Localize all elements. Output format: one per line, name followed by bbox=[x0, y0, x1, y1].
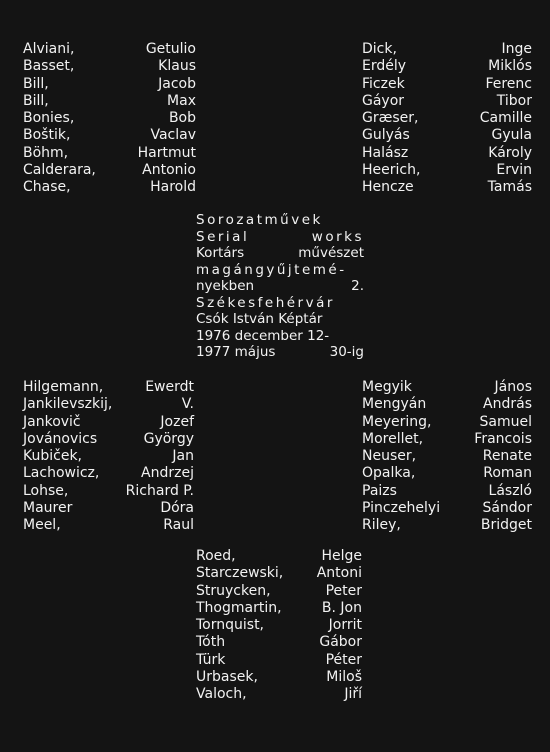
surname-or-text: Mengyán bbox=[362, 396, 427, 413]
artist-list-top-right bbox=[362, 41, 532, 197]
given-name-or-text: András bbox=[483, 396, 532, 413]
top-right-row bbox=[362, 145, 532, 162]
mid-left-row bbox=[23, 517, 194, 534]
given-name-or-text: V. bbox=[181, 396, 194, 413]
surname-or-text: Opalka, bbox=[362, 465, 416, 482]
given-name-or-text: Andrzej bbox=[141, 465, 194, 482]
top-right-row bbox=[362, 58, 532, 75]
given-name-or-text: Jozef bbox=[160, 413, 194, 430]
given-name-or-text: Sándor bbox=[482, 500, 532, 517]
exhibition-title-block bbox=[196, 212, 364, 361]
given-name-or-text: Renate bbox=[482, 448, 532, 465]
mid-left-row bbox=[23, 483, 194, 500]
given-name-or-text: Klaus bbox=[158, 58, 196, 75]
surname-or-text: Neuser, bbox=[362, 448, 417, 465]
center-text-row bbox=[196, 295, 364, 312]
given-name-or-text: Tibor bbox=[496, 92, 532, 109]
surname-or-text: Starczewski, bbox=[196, 565, 284, 582]
surname-or-text: Morellet, bbox=[362, 430, 424, 447]
surname-or-text: Lachowicz, bbox=[23, 465, 100, 482]
given-name-or-text: Inge bbox=[501, 41, 532, 57]
mid-left-row bbox=[23, 500, 194, 517]
given-name-or-text: Jiří bbox=[344, 686, 362, 703]
given-name-or-text: works bbox=[311, 228, 364, 245]
given-name-or-text: Károly bbox=[488, 144, 532, 161]
given-name-or-text: László bbox=[488, 482, 532, 499]
surname-or-text: Bonies, bbox=[23, 110, 75, 127]
surname-or-text: Boštik, bbox=[23, 127, 71, 144]
bottom-center-row bbox=[196, 652, 362, 669]
surname-or-text: Böhm, bbox=[23, 144, 69, 161]
mid-left-row bbox=[23, 448, 194, 465]
given-name-or-text: Gábor bbox=[319, 634, 362, 651]
given-name-or-text: Francois bbox=[474, 430, 532, 447]
given-name-or-text: Miloš bbox=[326, 669, 362, 686]
surname-or-text: Basset, bbox=[23, 58, 75, 75]
top-right-row bbox=[362, 76, 532, 93]
top-left-row bbox=[23, 127, 196, 144]
given-name-or-text: Miklós bbox=[488, 58, 532, 75]
surname-or-text: Græser, bbox=[362, 110, 419, 127]
given-name-or-text: Ferenc bbox=[485, 75, 532, 92]
surname-or-text: Maurer bbox=[23, 500, 73, 517]
top-right-row bbox=[362, 110, 532, 127]
given-name-or-text: Roman bbox=[483, 465, 532, 482]
mid-right-row bbox=[362, 431, 532, 448]
given-name-or-text: György bbox=[143, 430, 194, 447]
given-name-or-text: Ewerdt bbox=[145, 379, 194, 395]
surname-or-text: Meyering, bbox=[362, 413, 432, 430]
top-left-row bbox=[23, 41, 196, 58]
top-right-row bbox=[362, 179, 532, 196]
surname-or-text: Meel, bbox=[23, 517, 61, 534]
given-name-or-text: Dóra bbox=[160, 500, 194, 517]
surname-or-text: Serial bbox=[196, 228, 250, 245]
surname-or-text: 1977 május bbox=[196, 344, 276, 360]
bottom-center-row bbox=[196, 583, 362, 600]
given-name-or-text: Peter bbox=[325, 582, 362, 599]
center-text-row bbox=[196, 262, 364, 279]
given-name-or-text: 2. bbox=[351, 278, 364, 294]
given-name-or-text: Max bbox=[167, 92, 196, 109]
surname-or-text: Türk bbox=[196, 651, 226, 668]
surname-or-text: Ficzek bbox=[362, 75, 405, 92]
bottom-center-row bbox=[196, 669, 362, 686]
bottom-center-row bbox=[196, 600, 362, 617]
surname-or-text: Paizs bbox=[362, 482, 397, 499]
surname-or-text: Gáyor bbox=[362, 92, 405, 109]
surname-or-text: Kortárs bbox=[196, 245, 245, 261]
given-name-or-text: Hartmut bbox=[137, 144, 196, 161]
top-right-row bbox=[362, 93, 532, 110]
surname-or-text: Csók István Képtár bbox=[196, 311, 323, 327]
given-name-or-text: B. Jon bbox=[321, 599, 362, 616]
given-name-or-text: művészet bbox=[298, 245, 364, 261]
given-name-or-text: Raul bbox=[163, 517, 194, 534]
top-left-row bbox=[23, 58, 196, 75]
surname-or-text: Hencze bbox=[362, 179, 414, 196]
given-name-or-text: Richard P. bbox=[125, 482, 194, 499]
surname-or-text: nyekben bbox=[196, 278, 255, 294]
mid-left-row bbox=[23, 396, 194, 413]
center-text-row bbox=[196, 229, 364, 246]
surname-or-text: Bill, bbox=[23, 92, 49, 109]
artist-list-middle-right bbox=[362, 379, 532, 535]
bottom-center-row bbox=[196, 548, 362, 565]
mid-right-row bbox=[362, 500, 532, 517]
bottom-center-row bbox=[196, 565, 362, 582]
surname-or-text: Pinczehelyi bbox=[362, 500, 441, 517]
surname-or-text: magángyűjtemé- bbox=[196, 261, 347, 278]
mid-left-row bbox=[23, 431, 194, 448]
mid-right-row bbox=[362, 396, 532, 413]
surname-or-text: Alviani, bbox=[23, 41, 75, 57]
surname-or-text: Jovánovics bbox=[23, 430, 98, 447]
surname-or-text: Chase, bbox=[23, 179, 71, 196]
center-text-row bbox=[196, 344, 364, 361]
given-name-or-text: Bob bbox=[168, 110, 196, 127]
center-text-row bbox=[196, 328, 364, 345]
mid-right-row bbox=[362, 448, 532, 465]
artist-list-top-left bbox=[23, 41, 196, 197]
mid-right-row bbox=[362, 465, 532, 482]
surname-or-text: Tornquist, bbox=[196, 617, 265, 634]
surname-or-text: Urbasek, bbox=[196, 669, 258, 686]
surname-or-text: Dick, bbox=[362, 41, 397, 57]
given-name-or-text: Antoni bbox=[316, 565, 362, 582]
top-left-row bbox=[23, 179, 196, 196]
top-right-row bbox=[362, 162, 532, 179]
surname-or-text: Tóth bbox=[196, 634, 226, 651]
surname-or-text: Lohse, bbox=[23, 482, 69, 499]
given-name-or-text: Tamás bbox=[487, 179, 532, 196]
surname-or-text: Halász bbox=[362, 144, 409, 161]
surname-or-text: Heerich, bbox=[362, 162, 421, 179]
surname-or-text: Sorozatművek bbox=[196, 212, 323, 228]
surname-or-text: Valoch, bbox=[196, 686, 247, 703]
given-name-or-text: Vaclav bbox=[150, 127, 196, 144]
mid-right-row bbox=[362, 379, 532, 396]
top-left-row bbox=[23, 110, 196, 127]
top-left-row bbox=[23, 76, 196, 93]
center-text-row bbox=[196, 212, 364, 229]
mid-right-row bbox=[362, 483, 532, 500]
mid-right-row bbox=[362, 414, 532, 431]
artist-list-middle-left bbox=[23, 379, 194, 535]
center-text-row bbox=[196, 278, 364, 295]
given-name-or-text: 30-ig bbox=[329, 344, 364, 360]
top-left-row bbox=[23, 162, 196, 179]
top-right-row bbox=[362, 127, 532, 144]
surname-or-text: Kubiček, bbox=[23, 448, 83, 465]
mid-left-row bbox=[23, 414, 194, 431]
top-left-row bbox=[23, 145, 196, 162]
given-name-or-text: Jan bbox=[172, 448, 194, 465]
given-name-or-text: Péter bbox=[325, 651, 362, 668]
top-left-row bbox=[23, 93, 196, 110]
surname-or-text: Hilgemann, bbox=[23, 379, 104, 395]
bottom-center-row bbox=[196, 686, 362, 703]
mid-left-row bbox=[23, 465, 194, 482]
center-text-row bbox=[196, 311, 364, 328]
surname-or-text: Riley, bbox=[362, 517, 401, 534]
given-name-or-text: Jacob bbox=[158, 75, 196, 92]
given-name-or-text: Ervin bbox=[496, 162, 532, 179]
given-name-or-text: Harold bbox=[150, 179, 196, 196]
surname-or-text: Megyik bbox=[362, 379, 412, 395]
surname-or-text: 1976 december 12- bbox=[196, 327, 330, 344]
surname-or-text: Jankovič bbox=[23, 413, 81, 430]
bottom-center-row bbox=[196, 634, 362, 651]
artist-list-bottom-center bbox=[196, 548, 362, 704]
surname-or-text: Thogmartin, bbox=[196, 599, 282, 616]
given-name-or-text: Gyula bbox=[491, 127, 532, 144]
surname-or-text: Bill, bbox=[23, 75, 49, 92]
top-right-row bbox=[362, 41, 532, 58]
given-name-or-text: Bridget bbox=[480, 517, 532, 534]
given-name-or-text: Helge bbox=[321, 548, 362, 564]
surname-or-text: Jankilevszkij, bbox=[23, 396, 113, 413]
surname-or-text: Roed, bbox=[196, 548, 236, 564]
center-text-row bbox=[196, 245, 364, 262]
mid-right-row bbox=[362, 517, 532, 534]
mid-left-row bbox=[23, 379, 194, 396]
given-name-or-text: Antonio bbox=[142, 162, 196, 179]
given-name-or-text: Jorrit bbox=[328, 617, 362, 634]
surname-or-text: Erdély bbox=[362, 58, 407, 75]
given-name-or-text: Samuel bbox=[479, 413, 532, 430]
given-name-or-text: Getulio bbox=[145, 41, 196, 57]
given-name-or-text: Camille bbox=[479, 110, 532, 127]
surname-or-text: Struycken, bbox=[196, 582, 271, 599]
surname-or-text: Székesfehérvár bbox=[196, 294, 335, 311]
bottom-center-row bbox=[196, 617, 362, 634]
surname-or-text: Calderara, bbox=[23, 162, 96, 179]
given-name-or-text: János bbox=[494, 379, 532, 395]
surname-or-text: Gulyás bbox=[362, 127, 410, 144]
